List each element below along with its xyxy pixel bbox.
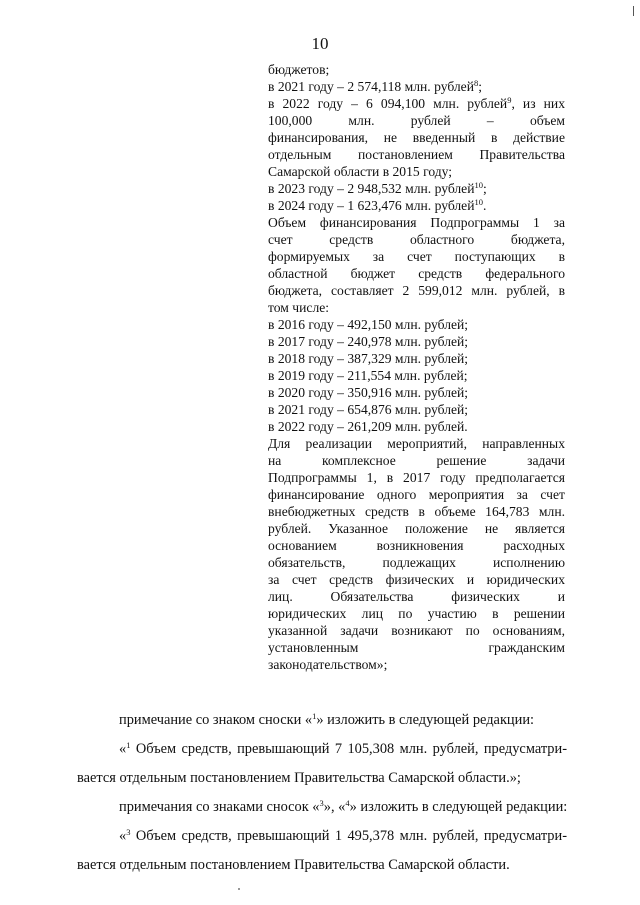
- text-line: Для реализации мероприятий, направленных: [268, 436, 565, 451]
- text-line: бюджетов;: [268, 62, 330, 77]
- text-line: законодательством»;: [268, 657, 388, 672]
- text-line: финансирования, не введенный в действие: [268, 130, 565, 145]
- text-line: бюджета, составляет 2 599,012 млн. рублей, в: [268, 283, 565, 298]
- footnote-marker: 10: [474, 180, 483, 190]
- text-line: на комплексное решение задачи: [268, 453, 565, 468]
- text-line: Самарской области в 2015 году;: [268, 164, 453, 179]
- text-line: лиц. Обязательства физических и: [268, 589, 565, 604]
- text-line: 100,000 млн. рублей – объем: [268, 113, 565, 128]
- text-line: в 2022 году – 6 094,100 млн. рублей$^9$, из них: [268, 95, 565, 111]
- text-line: в 2021 году – 2 574,118 млн. рублей$^8$;: [268, 78, 483, 94]
- text-line: в 2023 году – 2 948,532 млн. рублей$^{10}$;: [268, 180, 487, 196]
- text-line: отдельным постановлением Правительства: [268, 147, 565, 162]
- text-line: счет средств областного бюджета,: [268, 232, 565, 247]
- text-line: установленным гражданским: [268, 640, 565, 655]
- text-line: юридических лиц по участию в решении: [268, 606, 565, 621]
- text-line: Подпрограммы 1, в 2017 году предполагается: [268, 470, 565, 485]
- footnote-marker: 8: [473, 78, 479, 88]
- text-line: в 2016 году – 492,150 млн. рублей;: [268, 317, 469, 332]
- text-line: том числе:: [268, 300, 330, 315]
- text-line: в 2017 году – 240,978 млн. рублей;: [268, 334, 469, 349]
- text-line: в 2022 году – 261,209 млн. рублей.: [268, 419, 468, 434]
- paragraph-footnote1-intro: примечание со знаком сноски «$^1$» изложить в следующей редакции:: [119, 711, 535, 728]
- page-number: 10: [311, 34, 329, 53]
- text-line: областной бюджет средств федерального: [268, 266, 565, 281]
- text-line: формируемых за счет поступающих в: [268, 249, 565, 264]
- text-line: рублей. Указанное положение не является: [268, 521, 565, 536]
- text-line: в 2021 году – 654,876 млн. рублей;: [268, 402, 469, 417]
- text-line: основанием возникновения расходных: [268, 538, 565, 553]
- text-line: в 2019 году – 211,554 млн. рублей;: [268, 368, 468, 383]
- scan-speck: [238, 888, 240, 890]
- paragraph-footnotes34-intro: примечания со знаками сносок «$^3$», «$^4$» изложить в следующей редакции:: [119, 798, 568, 815]
- text-line: в 2018 году – 387,329 млн. рублей;: [268, 351, 469, 366]
- text-line: Объем финансирования Подпрограммы 1 за: [268, 215, 565, 230]
- footnote-marker: 10: [474, 197, 483, 207]
- footnote-marker: 9: [507, 95, 512, 105]
- text-line: в 2024 году – 1 623,476 млн. рублей$^{10}$.: [268, 197, 487, 213]
- text-line: в 2020 году – 350,916 млн. рублей;: [268, 385, 469, 400]
- paragraph-footnote1-text: «$^1$ Объем средств, превышающий 7 105,308 млн. рублей, предусматри-: [119, 740, 567, 757]
- right-column-text: [268, 61, 565, 673]
- text-line: обязательств, подлежащих исполнению: [268, 555, 565, 570]
- paragraph-footnote3-text: «$^3$ Объем средств, превышающий 1 495,378 млн. рублей, предусматри-: [119, 827, 567, 844]
- text-line: финансирование одного мероприятия за счет: [268, 487, 565, 502]
- paragraph-footnote3-text-cont: вается отдельным постановлением Правительства Самарской области.: [77, 857, 510, 873]
- paragraph-footnote1-text-cont: вается отдельным постановлением Правительства Самарской области.»;: [77, 770, 521, 786]
- text-line: указанной задачи возникают по основаниям,: [268, 623, 565, 638]
- text-line: внебюджетных средств в объеме 164,783 млн.: [268, 504, 565, 519]
- scan-corner-mark: [625, 6, 634, 16]
- text-line: за счет средств физических и юридических: [268, 572, 565, 587]
